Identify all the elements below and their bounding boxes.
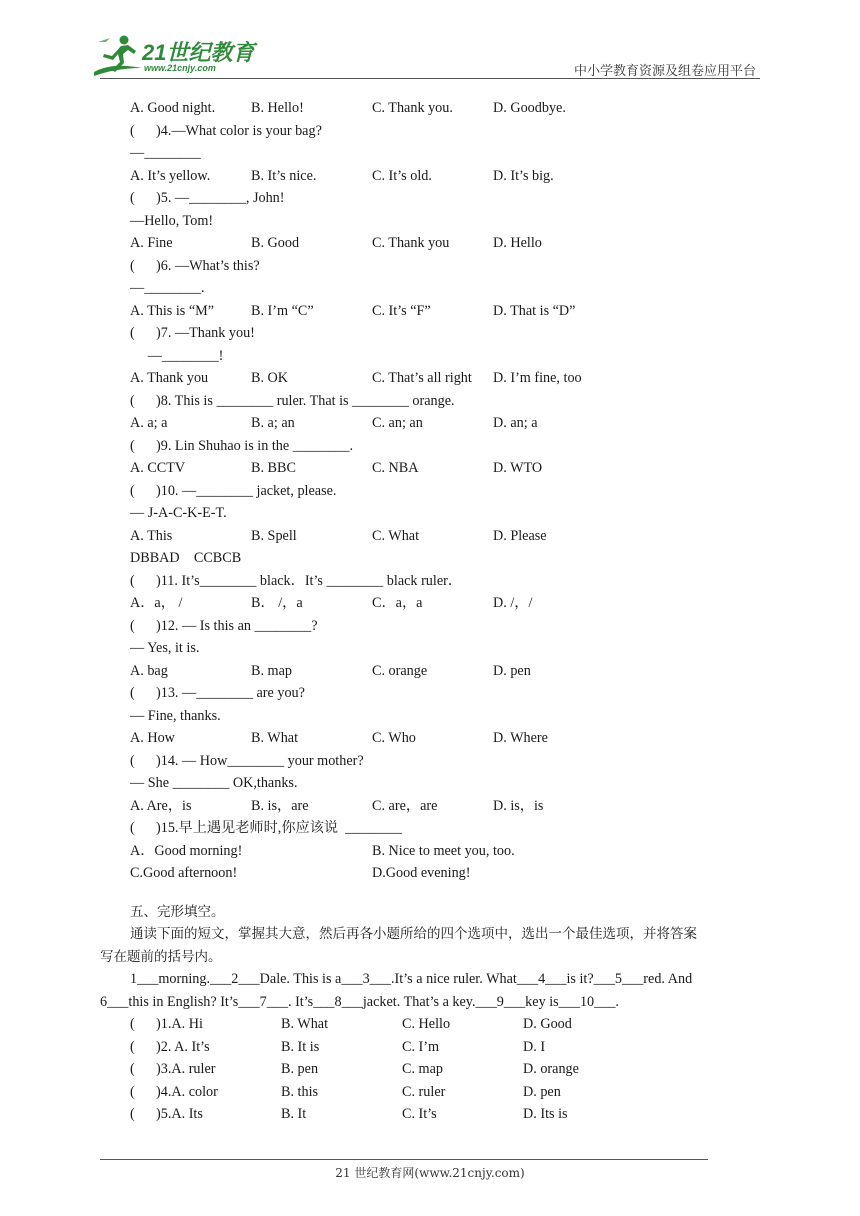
cloze-option-b: B. this	[281, 1083, 319, 1100]
cloze-question	[130, 1103, 770, 1126]
cloze-question	[130, 1058, 770, 1081]
question-text: —________.	[130, 280, 205, 296]
option-b: B． /，a	[251, 595, 303, 611]
option-d: D. WTO	[493, 460, 543, 476]
answer-options	[130, 165, 770, 188]
option-b: B. OK	[251, 370, 289, 386]
answer-options	[130, 592, 770, 615]
question-text: ( )5. —________, John!	[130, 190, 285, 206]
option-c: C. NBA	[372, 460, 419, 476]
option-c: C. Thank you.	[372, 100, 453, 116]
question-text: ( )8. This is ________ ruler. That is ________ orange.	[130, 392, 455, 409]
question-text: — Yes, it is.	[130, 640, 200, 656]
cloze-option-q: ( )2. A. It’s	[130, 1038, 210, 1055]
header-divider	[100, 78, 760, 79]
question-text: — She ________ OK,thanks.	[130, 775, 298, 791]
option-d: D. Goodbye.	[493, 100, 566, 116]
option-c: C. It’s “F”	[372, 302, 431, 319]
option-a: A. Good night.	[130, 100, 216, 116]
cloze-option-c: C. I’m	[402, 1038, 440, 1055]
cloze-option-b: B. What	[281, 1016, 329, 1032]
cloze-option-d: D. orange	[523, 1061, 579, 1077]
question-text: ( )9. Lin Shuhao is in the ________.	[130, 437, 354, 454]
cloze-option-q: ( )3.A. ruler	[130, 1061, 216, 1077]
option-a: A. Thank you	[130, 370, 209, 386]
question-text: ( )4.—What color is your bag?	[130, 122, 322, 139]
question-text: —________!	[130, 347, 224, 364]
logo-text: 21世纪教育	[142, 40, 255, 65]
cloze-option-c: C. Hello	[402, 1016, 451, 1032]
option-c: C. What	[372, 527, 420, 544]
question-text: ( )7. —Thank you!	[130, 325, 255, 341]
cloze-option-c: C. ruler	[402, 1083, 446, 1100]
cloze-option-b: B. It	[281, 1106, 307, 1122]
question-text: — Fine, thanks.	[130, 707, 221, 724]
logo-url: www.21cnjy.com	[144, 63, 216, 73]
option-c: C. orange	[372, 662, 428, 679]
cloze-option-b: B. It is	[281, 1038, 320, 1055]
option-b: B. Hello!	[251, 100, 304, 116]
question-text: ( )10. —________ jacket, please.	[130, 482, 337, 499]
option-c: C. Who	[372, 730, 416, 746]
answer-options	[130, 97, 770, 120]
answer-options	[130, 862, 770, 885]
option-d: D. It’s big.	[493, 167, 554, 184]
option-a: A. This is “M”	[130, 302, 215, 319]
cloze-option-d: D. I	[523, 1038, 546, 1055]
answer-options	[130, 412, 770, 435]
section-instruction: 通读下面的短文，掌握其大意，然后再各小题所给的四个选项中，选出一个最佳选项，并将答案	[130, 926, 697, 942]
option-c: C. an; an	[372, 415, 423, 431]
answer-options	[130, 457, 770, 480]
option-a: A. a; a	[130, 415, 168, 431]
option-a: A．a， /	[130, 595, 183, 611]
option-a: A．Good morning!	[130, 842, 243, 859]
option-d: D. Hello	[493, 235, 542, 251]
option-d: D. /，/	[493, 595, 533, 611]
cloze-question	[130, 1036, 770, 1059]
question-text: ( )6. —What’s this?	[130, 257, 260, 274]
option-d: D. is，is	[493, 797, 544, 814]
cloze-option-q: ( )1.A. Hi	[130, 1016, 203, 1032]
cloze-question	[130, 1081, 770, 1104]
answer-options	[130, 660, 770, 683]
option-d: D. I’m fine, too	[493, 370, 582, 386]
section-title: 五、完形填空。	[130, 903, 225, 920]
option-b: B. a; an	[251, 415, 295, 431]
option-b: B. What	[251, 730, 299, 746]
option-b: B. is，are	[251, 797, 309, 814]
option-a: A. CCTV	[130, 460, 186, 476]
question-text: ( )12. — Is this an ________?	[130, 617, 318, 634]
option-b: B. Spell	[251, 527, 297, 544]
option-c: C. Thank you	[372, 235, 450, 251]
option-c: C. are，are	[372, 797, 438, 814]
option-a: A. This	[130, 527, 173, 544]
option-a: A. bag	[130, 662, 168, 679]
option-b: B. Good	[251, 235, 300, 251]
question-text: ( )15.早上遇见老师时,你应该说 ________	[130, 820, 402, 836]
exam-content	[100, 97, 770, 1126]
answer-options	[130, 727, 770, 750]
question-text: —________	[130, 145, 201, 161]
question-text: — J-A-C-K-E-T.	[130, 505, 227, 521]
page-footer: 21 世纪教育网(www.21cnjy.com)	[335, 1166, 525, 1180]
section-instruction-cont: 写在题前的括号内。	[100, 948, 222, 965]
cloze-items	[130, 1013, 770, 1126]
option-c: C. It’s old.	[372, 167, 432, 184]
platform-name: 中小学教育资源及组卷应用平台	[573, 64, 756, 79]
logo	[92, 32, 262, 78]
option-b: B. BBC	[251, 460, 296, 476]
cloze-question	[130, 1013, 770, 1036]
question-list	[130, 97, 770, 885]
question-text: —Hello, Tom!	[130, 212, 214, 229]
option-a: A. Are，is	[130, 797, 192, 814]
runner-icon	[92, 32, 144, 78]
option-d: D. Please	[493, 527, 547, 544]
answer-options	[130, 525, 770, 548]
cloze-option-c: C. It’s	[402, 1106, 437, 1122]
answer-options	[130, 232, 770, 255]
footer-divider	[100, 1159, 708, 1160]
option-a: C.Good afternoon!	[130, 865, 238, 881]
answer-options	[130, 840, 770, 863]
cloze-passage-line-1: 1___morning.___2___Dale. This is a___3___.It’s a nice ruler. What___4___is it?___5___red. And	[130, 971, 693, 987]
cloze-option-d: D. Its is	[523, 1106, 568, 1122]
cloze-option-c: C. map	[402, 1061, 443, 1077]
cloze-option-d: D. Good	[523, 1016, 572, 1032]
option-d: D. Where	[493, 730, 548, 746]
page-header	[0, 0, 860, 80]
cloze-passage-line-2: 6___this in English? It’s___7___. It’s___8___jacket. That’s a key.___9___key is___10___.	[100, 993, 619, 1010]
cloze-option-q: ( )5.A. Its	[130, 1106, 203, 1122]
option-b: B. I’m “C”	[251, 302, 314, 319]
question-text: ( )13. —________ are you?	[130, 685, 305, 701]
option-d: D. That is “D”	[493, 302, 576, 319]
option-b: D.Good evening!	[372, 865, 471, 881]
answer-options	[130, 367, 770, 390]
cloze-option-d: D. pen	[523, 1083, 561, 1100]
option-c: C. That’s all right	[372, 370, 472, 386]
option-b: B. Nice to meet you, too.	[372, 842, 515, 859]
option-d: D. an; a	[493, 415, 538, 431]
option-a: A. It’s yellow.	[130, 167, 211, 184]
answer-options	[130, 795, 770, 818]
cloze-option-b: B. pen	[281, 1061, 319, 1077]
question-text: DBBAD CCBCB	[130, 550, 242, 566]
question-text: ( )11. It’s________ black．It’s ________ black ruler．	[130, 572, 463, 589]
option-a: A. Fine	[130, 235, 173, 251]
answer-options	[130, 300, 770, 323]
option-d: D. pen	[493, 662, 531, 679]
cloze-option-q: ( )4.A. color	[130, 1083, 218, 1100]
question-text: ( )14. — How________ your mother?	[130, 752, 364, 769]
option-a: A. How	[130, 730, 175, 746]
option-c: C．a，a	[372, 595, 423, 611]
option-b: B. It’s nice.	[251, 167, 317, 184]
option-b: B. map	[251, 662, 292, 679]
